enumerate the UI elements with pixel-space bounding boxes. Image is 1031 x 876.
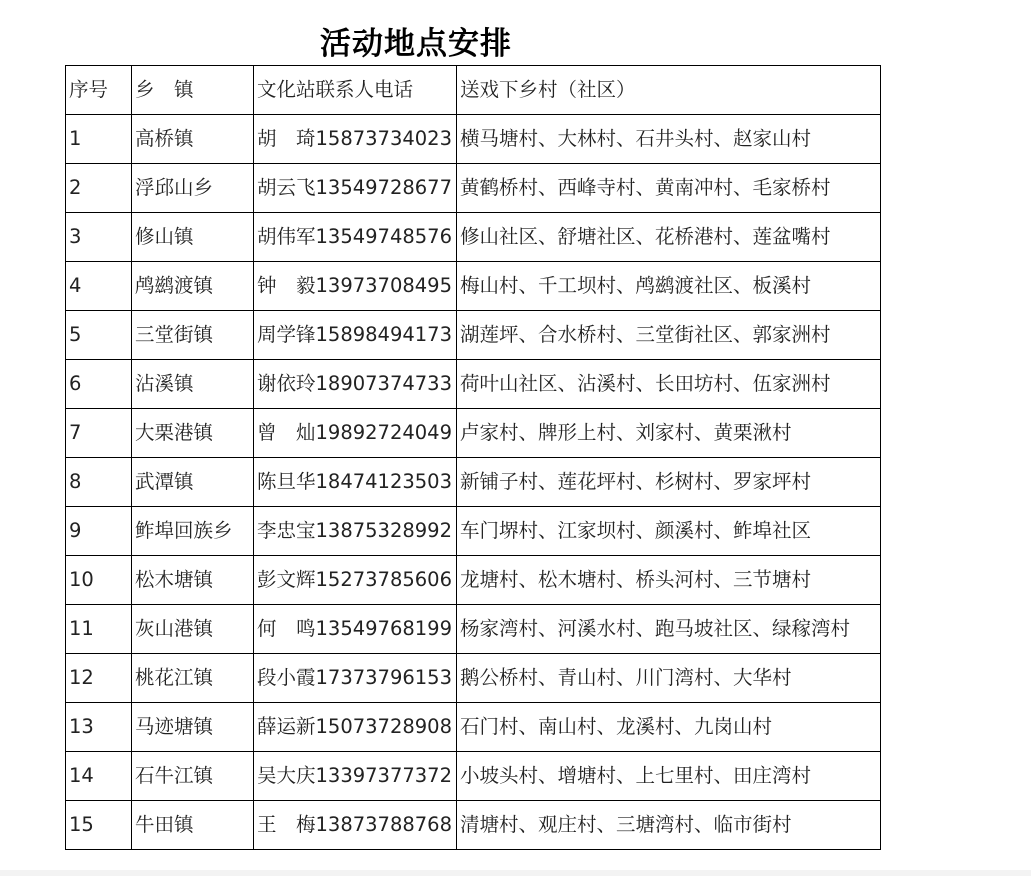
cell-township: 大栗港镇 xyxy=(132,409,254,458)
schedule-table xyxy=(65,65,881,850)
header-villages: 送戏下乡村（社区） xyxy=(457,66,881,115)
cell-contact-phone: 吴大庆13397377372 xyxy=(254,752,457,801)
cell-township: 桃花江镇 xyxy=(132,654,254,703)
cell-villages: 湖莲坪、合水桥村、三堂街社区、郭家洲村 xyxy=(457,311,881,360)
cell-township: 灰山港镇 xyxy=(132,605,254,654)
cell-index: 11 xyxy=(66,605,132,654)
cell-index: 15 xyxy=(66,801,132,850)
cell-index: 5 xyxy=(66,311,132,360)
cell-contact-phone: 王 梅13873788768 xyxy=(254,801,457,850)
header-index: 序号 xyxy=(66,66,132,115)
table-row xyxy=(66,360,881,409)
table-header-row xyxy=(66,66,881,115)
cell-township: 浮邱山乡 xyxy=(132,164,254,213)
cell-index: 7 xyxy=(66,409,132,458)
cell-villages: 荷叶山社区、沾溪村、长田坊村、伍家洲村 xyxy=(457,360,881,409)
cell-villages: 梅山村、千工坝村、鸬鹚渡社区、板溪村 xyxy=(457,262,881,311)
table-row xyxy=(66,703,881,752)
cell-contact-phone: 李忠宝13875328992 xyxy=(254,507,457,556)
table-row xyxy=(66,213,881,262)
cell-index: 14 xyxy=(66,752,132,801)
table-row xyxy=(66,311,881,360)
cell-villages: 卢家村、牌形上村、刘家村、黄栗湫村 xyxy=(457,409,881,458)
table-row xyxy=(66,115,881,164)
cell-township: 鲊埠回族乡 xyxy=(132,507,254,556)
table-row xyxy=(66,752,881,801)
cell-villages: 杨家湾村、河溪水村、跑马坡社区、绿稼湾村 xyxy=(457,605,881,654)
cell-index: 13 xyxy=(66,703,132,752)
cell-index: 12 xyxy=(66,654,132,703)
table-row xyxy=(66,164,881,213)
cell-index: 4 xyxy=(66,262,132,311)
cell-index: 10 xyxy=(66,556,132,605)
table-row xyxy=(66,801,881,850)
cell-township: 马迹塘镇 xyxy=(132,703,254,752)
cell-index: 3 xyxy=(66,213,132,262)
header-contact-phone: 文化站联系人电话 xyxy=(254,66,457,115)
cell-villages: 黄鹤桥村、西峰寺村、黄南冲村、毛家桥村 xyxy=(457,164,881,213)
table-row xyxy=(66,605,881,654)
cell-contact-phone: 何 鸣13549768199 xyxy=(254,605,457,654)
cell-contact-phone: 段小霞17373796153 xyxy=(254,654,457,703)
cell-township: 石牛江镇 xyxy=(132,752,254,801)
cell-villages: 修山社区、舒塘社区、花桥港村、莲盆嘴村 xyxy=(457,213,881,262)
cell-villages: 龙塘村、松木塘村、桥头河村、三节塘村 xyxy=(457,556,881,605)
cell-township: 牛田镇 xyxy=(132,801,254,850)
page-title: 活动地点安排 xyxy=(320,26,512,62)
cell-villages: 小坡头村、增塘村、上七里村、田庄湾村 xyxy=(457,752,881,801)
cell-index: 9 xyxy=(66,507,132,556)
cell-township: 松木塘镇 xyxy=(132,556,254,605)
cell-index: 2 xyxy=(66,164,132,213)
cell-township: 沾溪镇 xyxy=(132,360,254,409)
table-row xyxy=(66,262,881,311)
cell-index: 8 xyxy=(66,458,132,507)
cell-township: 高桥镇 xyxy=(132,115,254,164)
cell-contact-phone: 周学锋15898494173 xyxy=(254,311,457,360)
header-township: 乡 镇 xyxy=(132,66,254,115)
table-row xyxy=(66,409,881,458)
cell-township: 修山镇 xyxy=(132,213,254,262)
cell-index: 6 xyxy=(66,360,132,409)
cell-contact-phone: 胡 琦15873734023 xyxy=(254,115,457,164)
cell-index: 1 xyxy=(66,115,132,164)
cell-villages: 石门村、南山村、龙溪村、九岗山村 xyxy=(457,703,881,752)
page-bottom-edge xyxy=(0,870,1031,876)
cell-township: 三堂街镇 xyxy=(132,311,254,360)
cell-villages: 横马塘村、大林村、石井头村、赵家山村 xyxy=(457,115,881,164)
cell-contact-phone: 胡云飞13549728677 xyxy=(254,164,457,213)
cell-villages: 鹅公桥村、青山村、川门湾村、大华村 xyxy=(457,654,881,703)
cell-villages: 车门堺村、江家坝村、颜溪村、鲊埠社区 xyxy=(457,507,881,556)
cell-contact-phone: 胡伟军13549748576 xyxy=(254,213,457,262)
cell-contact-phone: 薛运新15073728908 xyxy=(254,703,457,752)
cell-contact-phone: 彭文辉15273785606 xyxy=(254,556,457,605)
cell-contact-phone: 谢依玲18907374733 xyxy=(254,360,457,409)
cell-contact-phone: 曾 灿19892724049 xyxy=(254,409,457,458)
cell-township: 武潭镇 xyxy=(132,458,254,507)
table-row xyxy=(66,654,881,703)
table-body xyxy=(66,66,881,850)
table-row xyxy=(66,458,881,507)
cell-villages: 清塘村、观庄村、三塘湾村、临市街村 xyxy=(457,801,881,850)
cell-contact-phone: 陈旦华18474123503 xyxy=(254,458,457,507)
table-row xyxy=(66,556,881,605)
cell-villages: 新铺子村、莲花坪村、杉树村、罗家坪村 xyxy=(457,458,881,507)
cell-township: 鸬鹚渡镇 xyxy=(132,262,254,311)
table-row xyxy=(66,507,881,556)
cell-contact-phone: 钟 毅13973708495 xyxy=(254,262,457,311)
